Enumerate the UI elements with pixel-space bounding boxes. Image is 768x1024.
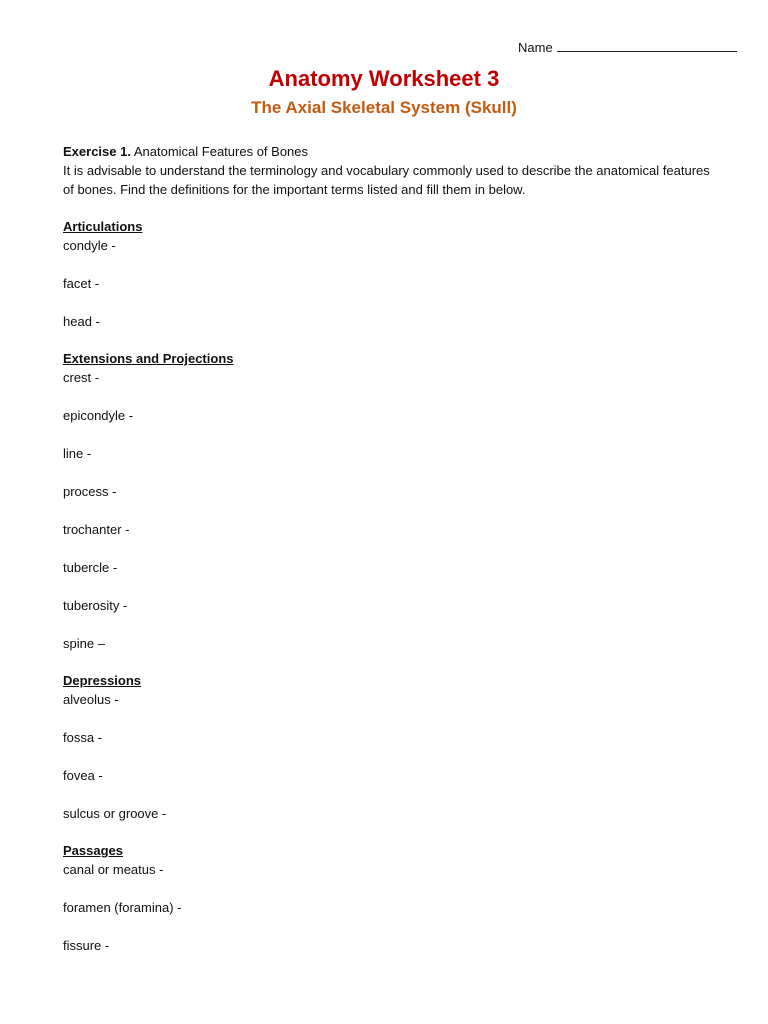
- exercise-intro: It is advisable to understand the terminology and vocabulary commonly used to describe the anatomical features of bones. Find the definitions for the important terms listed and fill them in below.: [63, 163, 710, 197]
- term-condyle: condyle -: [63, 238, 116, 253]
- worksheet-body: [63, 142, 723, 955]
- name-field[interactable]: [518, 39, 737, 55]
- section-heading: Passages: [63, 843, 123, 858]
- exercise-number: Exercise 1.: [63, 144, 131, 159]
- term-head: head -: [63, 314, 100, 329]
- term-alveolus: alveolus -: [63, 692, 119, 707]
- term-fossa: fossa -: [63, 730, 103, 745]
- term-fovea: fovea -: [63, 768, 103, 783]
- section-extensions-projections: [63, 349, 723, 653]
- name-blank-line[interactable]: [557, 39, 737, 52]
- term-fissure: fissure -: [63, 938, 110, 953]
- name-label: Name: [518, 40, 553, 55]
- section-articulations: [63, 217, 723, 331]
- exercise-name: Anatomical Features of Bones: [133, 144, 309, 159]
- section-passages: [63, 841, 723, 955]
- term-facet: facet -: [63, 276, 100, 291]
- section-heading: Articulations: [63, 219, 143, 234]
- term-crest: crest -: [63, 370, 100, 385]
- term-canal-meatus: canal or meatus -: [63, 862, 164, 877]
- section-depressions: [63, 671, 723, 823]
- term-foramen: foramen (foramina) -: [63, 900, 182, 915]
- section-heading: Depressions: [63, 673, 142, 688]
- term-spine: spine –: [63, 636, 105, 651]
- exercise-heading: [63, 142, 723, 161]
- term-epicondyle: epicondyle -: [63, 408, 134, 423]
- term-process: process -: [63, 484, 117, 499]
- term-trochanter: trochanter -: [63, 522, 130, 537]
- term-line: line -: [63, 446, 92, 461]
- term-tuberosity: tuberosity -: [63, 598, 128, 613]
- worksheet-title: Anatomy Worksheet 3: [268, 66, 500, 91]
- worksheet-subtitle: The Axial Skeletal System (Skull): [251, 98, 517, 117]
- section-heading: Extensions and Projections: [63, 351, 234, 366]
- term-tubercle: tubercle -: [63, 560, 118, 575]
- term-sulcus-groove: sulcus or groove -: [63, 806, 167, 821]
